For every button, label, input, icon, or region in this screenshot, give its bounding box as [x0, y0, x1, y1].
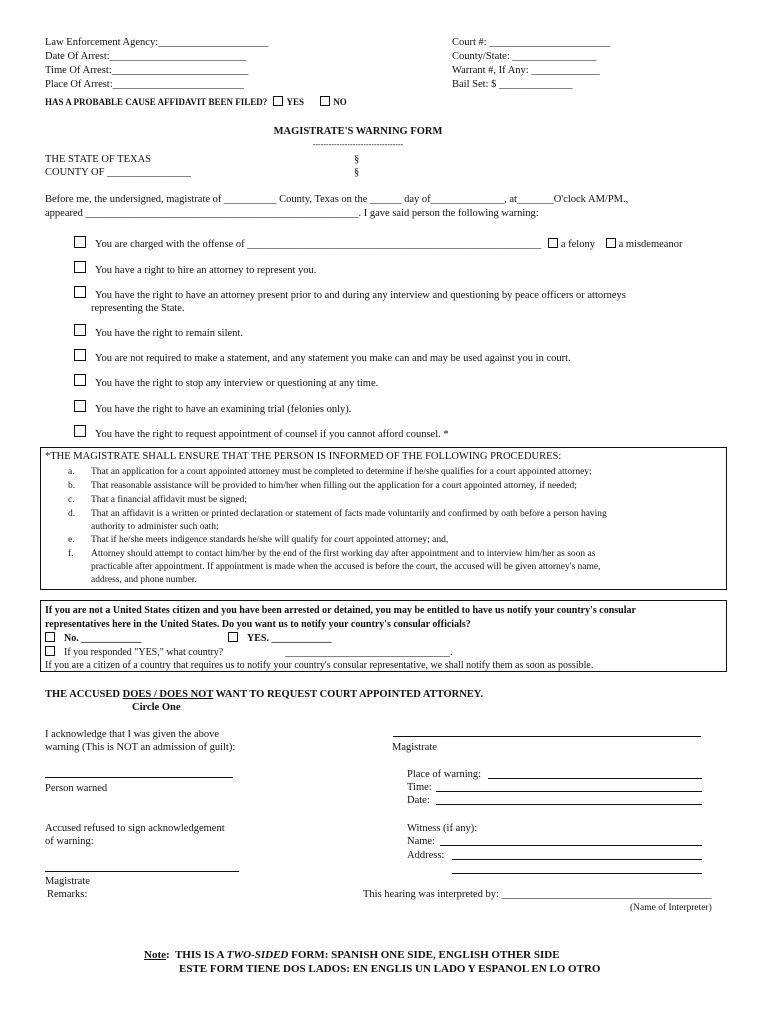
warning-remain-silent: You have the right to remain silent.	[95, 328, 243, 339]
section-mark: §	[354, 154, 360, 165]
procedure-d-cont: authority to administer such oath;	[91, 522, 219, 532]
note-line-1a: THIS IS A	[174, 949, 227, 961]
felony-checkbox[interactable]	[548, 238, 558, 248]
refused-line-2: of warning:	[45, 836, 94, 847]
person-warned-label: Person warned	[45, 783, 108, 794]
witness-label: Witness (if any):	[407, 823, 478, 834]
consular-country-field[interactable]: _________________________________.	[285, 647, 453, 658]
felony-label: a felony	[560, 239, 595, 250]
procedure-label: e.	[68, 535, 75, 545]
consular-line-1: If you are not a United States citizen and you have been arrested or detained, you may be entitled to have us notify your country's consular	[45, 605, 636, 616]
warrant-field[interactable]: Warrant #, If Any: _____________	[452, 65, 600, 76]
consular-yes-checkbox[interactable]	[228, 632, 238, 642]
magistrate-signature-line-2[interactable]	[45, 871, 239, 872]
procedure-label: a.	[68, 467, 75, 477]
interpreter-name-caption: (Name of Interpreter)	[630, 903, 712, 913]
refused-line-1: Accused refused to sign acknowledgement	[45, 823, 225, 834]
procedure-label: c.	[68, 495, 75, 505]
county-of-field[interactable]: COUNTY OF ________________	[45, 167, 192, 178]
person-warned-signature-line[interactable]	[45, 777, 233, 778]
affidavit-yes-checkbox[interactable]	[273, 96, 283, 106]
affidavit-no-checkbox[interactable]	[320, 96, 330, 106]
warning-checkbox[interactable]	[74, 324, 86, 336]
magistrate-label-2: Magistrate	[45, 876, 90, 887]
procedure-e: That if he/she meets indigence standards he/she will qualify for court appointed attorney; and,	[91, 535, 449, 545]
consular-responded-checkbox[interactable]	[45, 646, 55, 656]
warning-attorney-present-cont: representing the State.	[91, 303, 185, 314]
warning-checkbox[interactable]	[74, 400, 86, 412]
witness-address-field-2[interactable]	[452, 873, 702, 874]
consular-no-label[interactable]: No. ____________	[64, 633, 142, 644]
consular-no-checkbox[interactable]	[45, 632, 55, 642]
affidavit-question	[45, 96, 347, 109]
warning-checkbox[interactable]	[74, 286, 86, 298]
misdemeanor-checkbox[interactable]	[606, 238, 616, 248]
magistrate-label: Magistrate	[392, 742, 437, 753]
affidavit-yes-label: YES	[286, 97, 304, 107]
place-of-warning-field[interactable]	[488, 778, 702, 779]
accused-suffix: WANT TO REQUEST COURT APPOINTED ATTORNEY.	[213, 689, 484, 700]
witness-address-field[interactable]	[452, 859, 702, 860]
procedures-heading: *THE MAGISTRATE SHALL ENSURE THAT THE PERSON IS INFORMED OF THE FOLLOWING PROCEDURES:	[45, 451, 562, 462]
warning-checkbox[interactable]	[74, 261, 86, 273]
circle-one-label: Circle One	[132, 702, 181, 713]
misdemeanor-label: a misdemeanor	[618, 239, 683, 250]
accused-choice[interactable]: DOES / DOES NOT	[122, 689, 214, 700]
warning-stop-interview: You have the right to stop any interview or questioning at any time.	[95, 378, 379, 389]
title-rule: ----------------------------------	[312, 140, 404, 149]
warning-checkbox[interactable]	[74, 236, 86, 248]
warning-checkbox[interactable]	[74, 425, 86, 437]
consular-responded	[45, 646, 223, 659]
place-of-arrest-field[interactable]: Place Of Arrest:_________________________	[45, 79, 244, 90]
warning-examining-trial: You have the right to have an examining trial (felonies only).	[95, 404, 352, 415]
intro-line-2: appeared ____________________________________________________. I gave said person the following warning:	[45, 208, 539, 219]
consular-no-option	[45, 632, 141, 645]
date-of-arrest-field[interactable]: Date Of Arrest:__________________________	[45, 51, 247, 62]
time-field[interactable]	[436, 791, 702, 792]
procedure-c: That a financial affidavit must be signed;	[91, 495, 247, 505]
note-label: Note	[144, 949, 166, 961]
time-label: Time:	[407, 782, 432, 793]
warning-checkbox[interactable]	[74, 374, 86, 386]
procedure-label: f.	[68, 549, 74, 559]
state-of-texas: THE STATE OF TEXAS	[45, 154, 152, 165]
warning-checkbox[interactable]	[74, 349, 86, 361]
bail-field[interactable]: Bail Set: $ ______________	[452, 79, 573, 90]
warning-offense	[95, 238, 682, 251]
two-sided-note: Note: THIS IS A TWO-SIDED FORM: SPANISH ONE SIDE, ENGLISH OTHER SIDE	[144, 949, 560, 961]
county-state-field[interactable]: County/State: ________________	[452, 51, 597, 62]
accused-prefix: THE ACCUSED	[45, 689, 123, 700]
warning-statement: You are not required to make a statement, and any statement you make can and may be used against you in court.	[95, 353, 571, 364]
note-spanish-line: ESTE FORM TIENE DOS LADOS: EN ENGLIS UN LADO Y ESPANOL EN LO OTRO	[179, 963, 601, 975]
warning-request-counsel: You have the right to request appointment of counsel if you cannot afford counsel. *	[95, 429, 449, 440]
witness-name-field[interactable]	[440, 845, 702, 846]
date-label: Date:	[407, 795, 430, 806]
consular-yes-option	[228, 632, 331, 645]
note-line-1c: FORM: SPANISH ONE SIDE, ENGLISH OTHER SIDE	[288, 949, 560, 961]
accused-statement	[45, 688, 483, 701]
warning-hire-attorney: You have a right to hire an attorney to represent you.	[95, 265, 317, 276]
form-title: MAGISTRATE'S WARNING FORM	[273, 126, 443, 137]
magistrate-signature-line[interactable]	[393, 736, 701, 737]
procedure-label: d.	[68, 509, 76, 519]
court-number-field[interactable]: Court #: _______________________	[452, 37, 611, 48]
place-of-warning-label: Place of warning:	[407, 769, 482, 780]
procedure-a: That an application for a court appointed attorney must be completed to determine if he/she qualifies for a court appointed attorney;	[91, 467, 592, 477]
warning-offense-text: You are charged with the offense of ________________________________________________________	[95, 239, 542, 250]
procedure-d: That an affidavit is a written or printed declaration or statement of facts made voluntarily and confirmed by oath before a person having	[91, 509, 607, 519]
witness-name-label: Name:	[407, 836, 435, 847]
acknowledge-line-1: I acknowledge that I was given the above	[45, 729, 220, 740]
procedure-label: b.	[68, 481, 76, 491]
acknowledge-line-2: warning (This is NOT an admission of guilt):	[45, 742, 236, 753]
procedure-f: Attorney should attempt to contact him/her by the end of the first working day after appointment and to interview him/her as soon as	[91, 549, 596, 559]
date-field[interactable]	[436, 804, 702, 805]
consular-line-2: representatives here in the United States. Do you want us to notify your country's consular officials?	[45, 619, 471, 630]
remarks-label: Remarks:	[47, 889, 88, 900]
procedure-b: That reasonable assistance will be provided to him/her when filling out the application for a court appointed attorney, if needed;	[91, 481, 577, 491]
warning-attorney-present: You have the right to have an attorney present prior to and during any interview and questioning by peace officers or attorneys	[95, 290, 626, 301]
consular-yes-label[interactable]: YES. ____________	[247, 633, 332, 644]
consular-responded-label: If you responded "YES," what country?	[64, 647, 224, 658]
procedure-f-cont: address, and phone number.	[91, 575, 197, 585]
procedure-f-cont: practicable after appointment. If appointment is made when the accused is before the court, the accused will be given attorney's name,	[91, 562, 601, 572]
section-mark: §	[354, 167, 360, 178]
affidavit-question-label: HAS A PROBABLE CAUSE AFFIDAVIT BEEN FILED?	[45, 97, 268, 107]
time-of-arrest-field[interactable]: Time Of Arrest:__________________________	[45, 65, 249, 76]
consular-citizen-note: If you are a citizen of a country that requires us to notify your country's consular representative, we shall notify them as soon as possible.	[45, 660, 594, 671]
affidavit-no-label: NO	[333, 97, 347, 107]
note-two-sided: TWO-SIDED	[226, 949, 289, 961]
intro-line-1: Before me, the undersigned, magistrate of __________ County, Texas on the ______ day of______________, at_______O'clock AM/PM.,	[45, 194, 629, 205]
witness-address-label: Address:	[407, 850, 445, 861]
agency-field[interactable]: Law Enforcement Agency:_____________________	[45, 37, 269, 48]
interpreter-field[interactable]: This hearing was interpreted by: ________________________________________	[363, 889, 712, 900]
